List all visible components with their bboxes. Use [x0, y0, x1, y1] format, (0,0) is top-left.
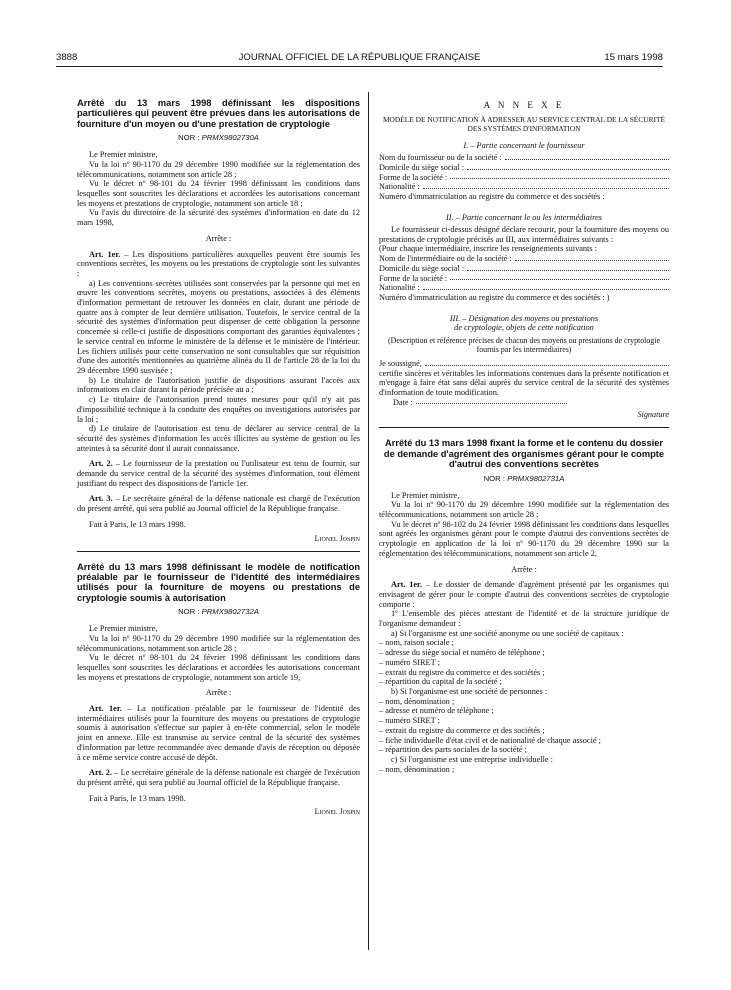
annex-subtitle: MODÈLE DE NOTIFICATION À ADRESSER AU SERVICE CENTRAL DE LA SÉCURITÉ DES SYSTÈMES D'INFORMATION	[382, 115, 666, 133]
paragraph: Vu le décret nº 98-101 du 24 février 1998 définissant les conditions dans lesquelles sont souscrites les déclarations et accordées les autorisations concernant les moyens et prestations de cryptologie, notamment son article 19,	[77, 653, 360, 682]
form-field: Numéro d'immatriculation au registre du commerce et des sociétés : )	[379, 293, 610, 303]
form-field: Je soussigné,	[379, 359, 669, 369]
signatory: Lionel Jospin	[314, 807, 360, 817]
paragraph: Vu la loi nº 90-1170 du 29 décembre 1990 modifiée sur la réglementation des télécommunications, notamment son article 28 ;	[77, 159, 360, 179]
paragraph: Le Premier ministre,	[391, 490, 460, 500]
paragraph: b) Le titulaire de l'autorisation justifie de dispositions assurant l'accès aux informations en clair durant la période précisée au a ;	[77, 375, 360, 395]
list-item: – adresse et numéro de téléphone ;	[379, 706, 494, 716]
article: Art. 1er. – Le dossier de demande d'agrément présenté par les organismes qui envisagent de gérer pour le compte d'autrui des conventions secrètes de cryptologie comporte :	[379, 580, 669, 609]
page-header	[56, 52, 663, 66]
paragraph: a) Les conventions secrètes utilisées sont conservées par la personne qui met en œuvre les conventions secrètes, moyens ou prestations, associées à des éléments d'information permettant de retrouver les données en clair, durant une période de quatre ans à compter de leur dernière utilisation. Toutefois, le service central de la sécurité des systèmes d'information peut dispenser de cette obligation la personne concernée si celle-ci justifie de dispositions comportant des garanties équivalentes ; le service central en informe le ministère de la défense et le ministère de l'intérieur. Les fichiers utilisés pour cette conservation ne sont consultables que sur réquisition d'une des autorités mentionnées au quatrième alinéa du II de l'article 28 de la loi du 29 décembre 1990 susvisée ;	[77, 278, 360, 375]
list-item: – extrait du registre du commerce et des sociétés ;	[379, 667, 545, 677]
fait-line: Fait à Paris, le 13 mars 1998.	[89, 519, 186, 529]
paragraph: Le Premier ministre,	[89, 624, 158, 634]
list-item: – nom, raison sociale ;	[379, 638, 454, 648]
article: Art. 2. – Le secrétaire générale de la défense nationale est chargée de l'exécution du présent arrêté, qui sera publié au Journal officiel de la République française.	[77, 768, 360, 787]
arrete-heading: Arrête :	[205, 233, 232, 243]
list-item: – répartition du capital de la société ;	[379, 677, 502, 687]
paragraph: Vu la loi nº 90-1170 du 29 décembre 1990 modifiée sur la réglementation des télécommunications, notamment son article 28 ;	[379, 500, 669, 520]
list-item: – extrait du registre du commerce et des sociétés ;	[379, 725, 545, 735]
paragraph: Vu l'avis du directoire de la sécurité des systèmes d'information en date du 12 mars 1998,	[77, 208, 360, 228]
section-heading: II. – Partie concernant le ou les intermédiaires	[446, 212, 602, 222]
article: Art. 2. – Le fournisseur de la prestation ou l'utilisateur est tenu de fournir, sur demande du service central de la sécurité des systèmes d'information, tout élément justifiant du respect des dispositions de l'article 1er.	[77, 459, 360, 488]
paragraph: c) Le titulaire de l'autorisation prend toutes mesures pour qu'il n'y ait pas d'impossibilité technique à la conduite des enquêtes ou investigations autorisées par la loi ;	[77, 395, 360, 424]
signature-label: Signature	[637, 410, 669, 420]
description-note: (Description et référence précises de chacun des moyens ou prestations de cryptologie fournis par les intermédiaires)	[388, 335, 660, 355]
paragraph: a) Si l'organisme est une société anonyme ou une société de capitaux :	[391, 628, 624, 638]
paragraph: 1º L'ensemble des pièces attestant de l'identité et de la structure juridique de l'organisme demandeur :	[379, 609, 669, 629]
nor-reference: NOR : PRMX9802730A	[178, 133, 259, 143]
annex-title: A N N E X E	[483, 100, 565, 110]
form-field: Nationalité :	[379, 283, 669, 293]
column-divider	[368, 92, 369, 950]
list-item: – adresse du siège social et numéro de téléphone ;	[379, 648, 545, 658]
paragraph: Vu le décret nº 98-101 du 24 février 1998 définissant les conditions dans lesquelles sont souscrites les déclarations et accordées les autorisations concernant les moyens et prestations de cryptologie, notamment son article 18 ;	[77, 179, 360, 208]
paragraph: b) Si l'organisme est une société de personnes :	[391, 686, 548, 696]
fait-line: Fait à Paris, le 13 mars 1998.	[89, 793, 186, 803]
paragraph: c) Si l'organisme est une entreprise individuelle :	[391, 754, 553, 764]
section-divider	[77, 551, 360, 552]
form-field: Forme de la société :	[379, 173, 669, 183]
arrete-heading: Arrête :	[205, 688, 232, 698]
paragraph: (Pour chaque intermédiaire, inscrire les renseignements suivants :	[379, 244, 597, 254]
form-field: Numéro d'immatriculation au registre du commerce et des sociétés :	[379, 192, 605, 202]
form-field: Forme de la société :	[379, 274, 669, 284]
paragraph: certifie sincères et véritables les informations contenues dans la présente notification et m'engage à faire état sans délai auprès du service central de la sécurité des systèmes d'information de toute modification.	[379, 368, 669, 397]
article: Art. 1er. – La notification préalable par le fournisseur de l'identité des intermédiaires utilisés pour la fourniture des moyens ou prestations de cryptologie soumis à autorisation s'effectue sur papier à en-tête commercial, selon le modèle joint en annexe. Elle est transmise au service central de la sécurité des systèmes d'information par lettre recommandée avec demande d'avis de réception ou déposée à ce même service contre accusé de dépôt.	[77, 704, 360, 762]
article: Art. 3. – Le secrétaire général de la défense nationale est chargé de l'exécution du présent arrêté, qui sera publié au Journal officiel de la République française.	[77, 494, 360, 514]
form-field: Nom du fournisseur ou de la société :	[379, 153, 669, 163]
decree-title: Arrêté du 13 mars 1998 définissant les dispositions particulières qui peuvent être prévues dans les autorisations de fourniture d'un moyen ou d'une prestation de cryptologie	[77, 98, 360, 129]
nor-reference: NOR : PRMX9802731A	[483, 473, 565, 483]
paragraph: Vu le décret nº 98-102 du 24 février 1998 définissant les conditions dans lesquelles sont agréés les organismes gérant pour le compte d'autrui des conventions secrètes de cryptologie en application de la loi nº 90-1170 du 29 décembre 1990 sur la réglementation des télécommunications, notamment son article 2,	[379, 519, 669, 558]
list-item: – fiche individuelle d'état civil et de nationalité de chaque associé ;	[379, 735, 601, 745]
section-heading: I. – Partie concernant le fournisseur	[463, 141, 585, 150]
list-item: – nom, dénomination ;	[379, 764, 455, 774]
article: Art. 1er. – Les dispositions particulières auxquelles peuvent être soumis les conventions secrètes, les moyens ou les prestations de cryptologie sont les suivantes :	[77, 249, 360, 278]
section-divider	[379, 427, 669, 428]
issue-date: 15 mars 1998	[604, 52, 663, 63]
form-field: Domicile du siège social :	[379, 264, 669, 274]
list-item: – numéro SIRET ;	[379, 716, 440, 726]
paragraph: Vu la loi nº 90-1170 du 29 décembre 1990 modifiée sur la réglementation des télécommunications, notamment son article 28 ;	[77, 633, 360, 653]
list-item: – nom, dénomination ;	[379, 696, 455, 706]
section-heading: III. – Désignation des moyens ou prestations	[449, 313, 599, 323]
section-heading: de cryptologie, objets de cette notification	[454, 322, 594, 332]
paragraph: Le Premier ministre,	[89, 150, 158, 160]
list-item: – numéro SIRET ;	[379, 657, 440, 667]
arrete-heading: Arrête :	[511, 564, 537, 574]
journal-title: JOURNAL OFFICIEL DE LA RÉPUBLIQUE FRANÇAISE	[238, 52, 481, 63]
list-item: – répartition des parts sociales de la société ;	[379, 745, 527, 755]
signatory: Lionel Jospin	[314, 533, 360, 543]
form-field: Domicile du siège social :	[379, 163, 669, 173]
paragraph: Le fournisseur ci-dessus désigné déclare recourir, pour la fourniture des moyens ou prestations de cryptologie précisés au III, aux intermédiaires suivants :	[379, 224, 669, 244]
form-field: Date :	[393, 398, 567, 408]
decree-title: Arrêté du 13 mars 1998 définissant le modèle de notification préalable par le fournisseur de l'identité des intermédiaires utilisés pour la fourniture de moyens ou prestations de cryptologie soumis à autorisation	[77, 561, 360, 603]
form-field: Nationalité :	[379, 182, 669, 192]
header-rule	[56, 66, 663, 67]
decree-title: Arrêté du 13 mars 1998 fixant la forme et le contenu du dossier de demande d'agrément des organismes gérant pour le compte d'autrui des conventions secrètes	[383, 438, 665, 470]
nor-reference: NOR : PRMX9802732A	[178, 607, 259, 617]
paragraph: d) Le titulaire de l'autorisation est tenu de déclarer au service central de la sécurité des systèmes d'information les accès illicites au système de gestion ou les atteintes à sa sécurité dont il aurait connaissance.	[77, 424, 360, 453]
left-column	[77, 98, 360, 816]
form-field: Nom de l'intermédiaire ou de la société :	[379, 254, 669, 264]
page-number: 3888	[56, 52, 78, 63]
right-column	[379, 98, 669, 774]
